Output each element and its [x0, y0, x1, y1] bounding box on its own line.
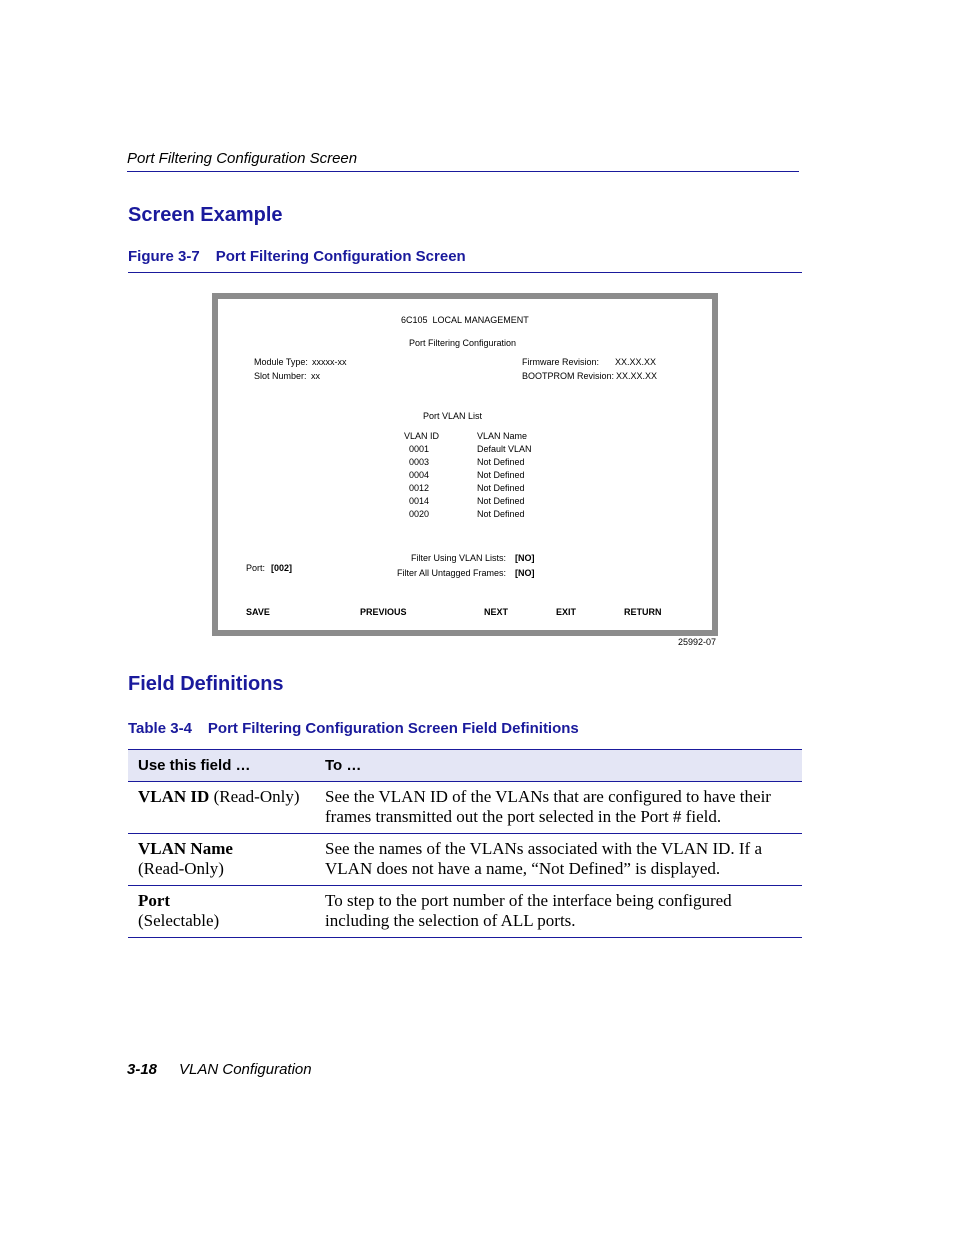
module-type-value: xxxxx-xx	[312, 357, 347, 367]
save-command[interactable]: SAVE	[246, 607, 270, 617]
bootprom-label: BOOTPROM Revision:	[522, 371, 615, 381]
header-rule	[127, 171, 799, 172]
field-name: VLAN ID	[138, 787, 210, 806]
module-type-label: Module Type:	[254, 357, 308, 367]
table-header-row	[128, 750, 802, 782]
table-caption	[128, 720, 579, 737]
return-command[interactable]: RETURN	[624, 607, 662, 617]
vlan-row-id[interactable]: 0014	[409, 496, 430, 506]
col-header-to: To …	[315, 750, 802, 782]
col-header-field: Use this field …	[128, 750, 315, 782]
firmware-label: Firmware Revision:	[522, 357, 600, 367]
previous-command[interactable]: PREVIOUS	[360, 607, 407, 617]
table-row	[128, 834, 802, 886]
table-title: Port Filtering Configuration Screen Field Definitions	[207, 720, 579, 737]
figure-rule	[128, 272, 802, 273]
vlan-row-id[interactable]: 0001	[409, 444, 430, 454]
figure-number: Figure 3-7	[128, 248, 200, 265]
port-label: Port:	[246, 563, 266, 573]
exit-command[interactable]: EXIT	[556, 607, 577, 617]
firmware-value: XX.XX.XX	[615, 357, 657, 367]
next-command[interactable]: NEXT	[484, 607, 509, 617]
terminal-subtitle: Port Filtering Configuration	[409, 338, 517, 348]
field-name: VLAN Name	[138, 839, 233, 858]
terminal-screen	[212, 293, 718, 636]
vlan-row-id[interactable]: 0020	[409, 509, 430, 519]
field-access: (Read-Only)	[209, 787, 300, 806]
figure-caption	[128, 248, 466, 265]
description-cell: See the names of the VLANs associated with the VLAN ID. If a VLAN does not have a name, “Not Defined” is displayed.	[315, 834, 802, 886]
screen-example-heading: Screen Example	[128, 204, 283, 226]
terminal-title: 6C105 LOCAL MANAGEMENT	[401, 315, 529, 325]
vlan-row-name: Not Defined	[477, 483, 525, 493]
vlan-row-name: Default VLAN	[477, 444, 532, 454]
filter-vlan-field[interactable]: [NO]	[515, 553, 535, 563]
table-row	[128, 886, 802, 938]
vlan-row-name: Not Defined	[477, 470, 525, 480]
figure-id: 25992-07	[678, 637, 717, 647]
figure-title: Port Filtering Configuration Screen	[215, 248, 466, 265]
slot-number-value: xx	[311, 371, 320, 381]
vlan-list-title: Port VLAN List	[423, 411, 483, 421]
slot-number-label: Slot Number:	[254, 371, 307, 381]
page-footer	[127, 1061, 312, 1078]
vlan-row-name: Not Defined	[477, 457, 525, 467]
description-cell: To step to the port number of the interface being configured including the selection of ALL ports.	[315, 886, 802, 938]
filter-vlan-label: Filter Using VLAN Lists:	[411, 553, 507, 563]
field-cell	[128, 834, 315, 886]
filter-untagged-label: Filter All Untagged Frames:	[397, 568, 507, 578]
table-row	[128, 782, 802, 834]
running-header: Port Filtering Configuration Screen	[127, 150, 358, 167]
description-cell: See the VLAN ID of the VLANs that are configured to have their frames transmitted out the port selected in the Port # field.	[315, 782, 802, 834]
field-definitions-table	[128, 749, 802, 938]
vlan-row-name: Not Defined	[477, 496, 525, 506]
field-access: (Read-Only)	[138, 859, 224, 878]
vlan-row-id[interactable]: 0012	[409, 483, 430, 493]
field-name: Port	[138, 891, 171, 910]
field-cell	[128, 886, 315, 938]
vlan-name-header: VLAN Name	[477, 431, 528, 441]
filter-untagged-field[interactable]: [NO]	[515, 568, 535, 578]
vlan-row-name: Not Defined	[477, 509, 525, 519]
field-cell	[128, 782, 315, 834]
vlan-row-id[interactable]: 0004	[409, 470, 430, 480]
port-field[interactable]: [002]	[271, 563, 293, 573]
field-access: (Selectable)	[138, 911, 220, 930]
vlan-row-id[interactable]: 0003	[409, 457, 430, 467]
table-number: Table 3-4	[128, 720, 192, 737]
bootprom-value: XX.XX.XX	[616, 371, 658, 381]
terminal-screen-inner	[218, 299, 712, 630]
vlan-id-header: VLAN ID	[404, 431, 440, 441]
page-number: 3-18	[127, 1061, 158, 1078]
chapter-title: VLAN Configuration	[179, 1061, 312, 1078]
field-definitions-heading: Field Definitions	[128, 673, 284, 695]
